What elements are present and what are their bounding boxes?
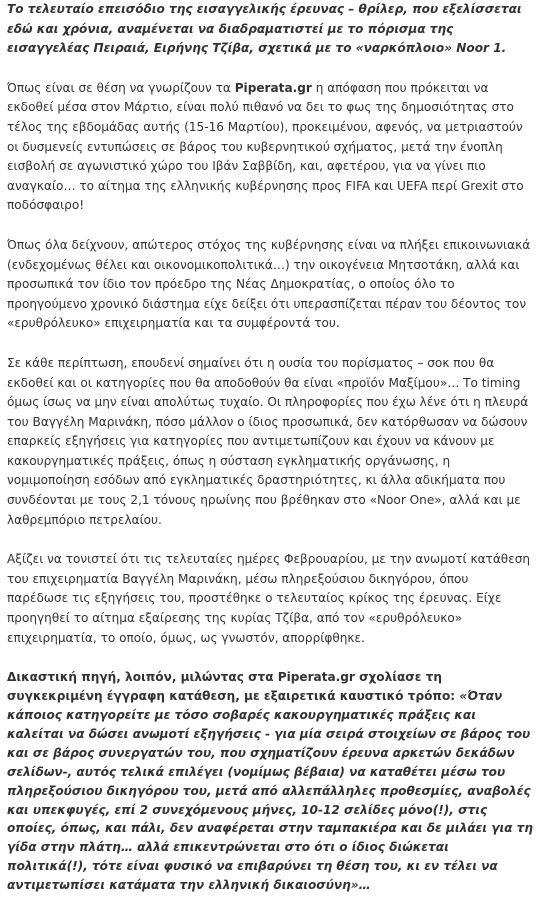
paragraph-2: Όπως όλα δείχνουν, απώτερος στόχος της κυβέρνησης είναι να πλήξει επικοινωνιακά (ενδεχομένως θέλει και οικονομικοπολιτικά…) την οικογένεια Μητσοτάκη, αλλά και προσωπικά τον ίδιο τον πρόεδρο της Νέας Δημοκρατίας, ο οποίος όλο το προηγούμενο χρονικό διάστημα είχε δείξει ότι υπερασπίζεται πέραν του δέοντος τον «ερυθρόλευκο» επιχειρηματία και τα συμφέροντά του.: [7, 237, 531, 331]
closing-paragraph: [7, 668, 533, 895]
court-source-quote: «Όταν κάποιος κατηγορείτε με τόσο σοβαρές κακουργηματικές πράξεις και καλείται να δώσει ανωμοτί εξηγήσεις - για μία σειρά στοιχείων σε βάρος του και σε βάρος συνεργατών του, που σχηματίζουν έρευνα αρκετών δεκάδων σελίδων-, αυτός τελικά επιλέγει (νομίμως βέβαια) να καταθέτει μέσω του πληρεξούσιου δικηγόρου του, μετά από αλλεπάλληλες προθεσμίες, αναβολές και υπεκφυγές, επί 2 συνεχόμενους μήνες, 10-12 σελίδες μόνο(!), στις οποίες, όπως, και πάλι, δεν αναφέρεται στην ταμπακιέρα και δε μιλάει για τη γίδα στην πλάτη… αλλά επικεντρώνεται στο ότι ο ίδιος διώκεται πολιτικά(!), τότε είναι φυσικό να επιβαρύνει τη θέση του, κι εν τέλει να αντιμετωπίσει κατάματα την ελληνική δικαιοσύνη»…: [7, 689, 534, 893]
paragraph-4: Αξίζει να τονιστεί ότι τις τελευταίες ημέρες Φεβρουαρίου, με την ανωμοτί κατάθεση του επιχειρηματία Βαγγέλη Μαρινάκη, μέσω πληρεξούσιου δικηγόρου, όπου παρέδωσε τις εξηγήσεις του, προστέθηκε ο τελευταίος κρίκος της έρευνας. Είχε προηγηθεί το αίτημα εξαίρεσης της κυρίας Τζίβα, από τον «ερυθρόλευκο» επιχειρηματία, το οποίο, όμως, ως γνωστόν, απορρίφθηκε.: [7, 552, 531, 645]
paragraph-1-text-start: Όπως είναι σε θέση να γνωρίζουν τα: [7, 80, 235, 95]
closing-intro: Δικαστική πηγή, λοιπόν, μιλώντας στα Piperata.gr σχολίασε τη συγκεκριμένη έγγραφη κατάθεση, με εξαιρετικά καυστικό τρόπο:: [7, 670, 460, 704]
article-lead: Το τελευταίο επεισόδιο της εισαγγελικής έρευνας – θρίλερ, που εξελίσσεται εδώ και χρόνια, αναμένεται να διαδραματιστεί με το πόρισμα της εισαγγελέας Πειραιά, Ειρήνης Τζίβα, σχετικά με το «ναρκόπλοιο» Noor 1.: [7, 2, 522, 56]
article-body: [7, 0, 533, 915]
paragraph-1: [7, 79, 533, 216]
paragraph-1-text-end: η απόφαση που πρόκειται να εκδοθεί μέσα στον Μάρτιο, είναι πολύ πιθανό να δει το φως της δημοσιότητας στο τέλος της εβδομάδας αυτής (15-16 Μαρτίου), προκειμένου, αφενός, να μετριαστούν οι δυσμενείς εντυπώσεις σε βάρος του κυβερνητικού σχήματος, μετά την ένοπλη εισβολή σε αγωνιστικό χώρο του Ιβάν Σαββίδη, και, αφετέρου, για να γίνει πιο αναγκαίο… το αίτημα της ελληνικής κυβέρνησης προς FIFA και UEFA περί Grexit στο ποδόσφαιρο!: [7, 80, 524, 213]
site-name-link[interactable]: Piperata.gr: [234, 80, 312, 95]
paragraph-3: Σε κάθε περίπτωση, επουδενί σημαίνει ότι η ουσία του πορίσματος – σοκ που θα εκδοθεί και οι κατηγορίες που θα αποδοθούν θα είναι «προϊόν Μαξίμου»… Το timing όμως ίσως να μην είναι απολύτως τυχαίο. Οι πληροφορίες που έχω λένε ότι η πλευρά του Βαγγέλη Μαρινάκη, πόσο μάλλον ο ίδιος προσωπικά, δεν κατόρθωσαν να δώσουν επαρκείς εξηγήσεις για κατηγορίες που αντιμετωπίζουν και έχουν να κάνουν με κακουργηματικές πράξεις, όπως η σύσταση εγκληματικής οργάνωσης, η νομιμοποίηση εσόδων από εγκληματικές δραστηριότητες, κι άλλα αδικήματα που συνδέονται με τους 2,1 τόνους ηρωίνης που βρέθηκαν στο «Noor One», αλλά και με λαθρεμπόριο πετρελαίου.: [7, 355, 529, 527]
